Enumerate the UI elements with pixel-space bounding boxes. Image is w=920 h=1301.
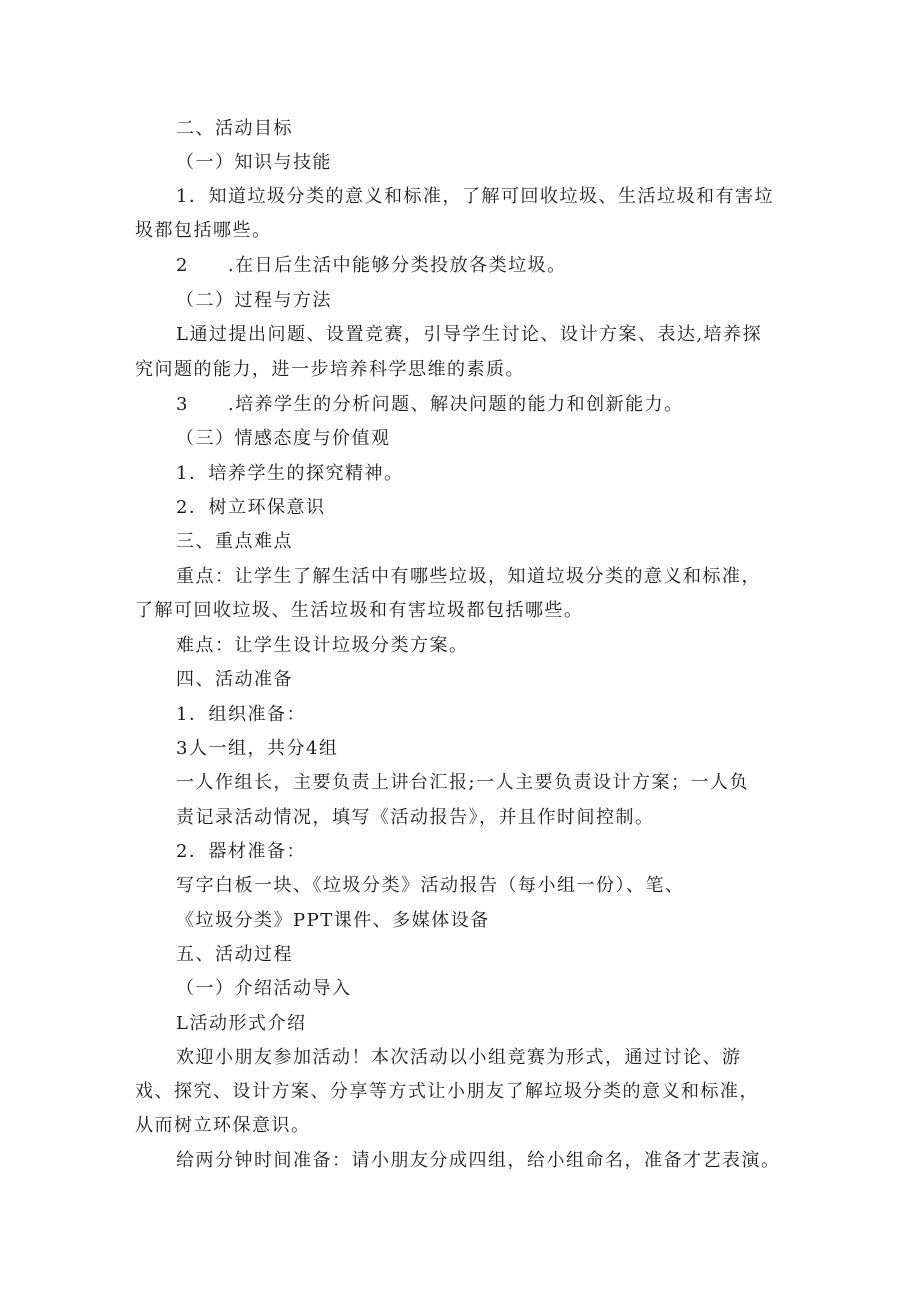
paragraph-line: 难点：让学生设计垃圾分类方案。 <box>176 635 469 656</box>
paragraph-line: 圾都包括哪些。 <box>135 220 272 241</box>
heading-activity-prep: 四、活动准备 <box>176 669 293 690</box>
paragraph-line: 责记录活动情况，填写《活动报告》，并且作时间控制。 <box>176 807 655 828</box>
list-item: 2．器材准备： <box>176 841 306 862</box>
heading-key-difficulties: 三、重点难点 <box>176 531 293 552</box>
paragraph-line: 《垃圾分类》PPT课件、多媒体设备 <box>176 910 490 931</box>
list-item: 1．组织准备： <box>176 704 306 725</box>
paragraph-line: 1．知道垃圾分类的意义和标准，了解可回收垃圾、生活垃圾和有害垃 <box>176 186 774 207</box>
paragraph-line: 重点：让学生了解生活中有哪些垃圾，知道垃圾分类的意义和标准， <box>176 566 761 587</box>
paragraph-line: 了解可回收垃圾、生活垃圾和有害垃圾都包括哪些。 <box>135 600 584 621</box>
list-item: 2．树立环保意识 <box>176 497 326 518</box>
list-item: 3 .培养学生的分析问题、解决问题的能力和创新能力。 <box>176 394 684 415</box>
list-item: 1．培养学生的探究精神。 <box>176 463 404 484</box>
paragraph-line: 戏、探究、设计方案、分享等方式让小朋友了解垃圾分类的意义和标准， <box>135 1081 759 1102</box>
paragraph-line: 欢迎小朋友参加活动！本次活动以小组竞赛为形式，通过讨论、游 <box>176 1047 742 1068</box>
list-item: L活动形式介绍 <box>176 1013 307 1034</box>
paragraph-line: 给两分钟时间准备：请小朋友分成四组，给小组命名，准备才艺表演。 <box>176 1150 781 1171</box>
paragraph-line: 写字白板一块、《垃圾分类》活动报告（每小组一份）、笔、 <box>176 875 685 896</box>
subheading-process-method: （二）过程与方法 <box>176 290 332 311</box>
paragraph-line: 从而树立环保意识。 <box>135 1115 311 1136</box>
paragraph-line: 3人一组，共分4组 <box>176 738 339 759</box>
heading-activity-process: 五、活动过程 <box>176 944 293 965</box>
list-item: 2 .在日后生活中能够分类投放各类垃圾。 <box>176 255 567 276</box>
paragraph-line: 究问题的能力，进一步培养科学思维的素质。 <box>135 359 525 380</box>
subheading-emotion-attitude: （三）情感态度与价值观 <box>176 428 391 449</box>
heading-activity-goals: 二、活动目标 <box>176 118 293 139</box>
subheading-knowledge-skills: （一）知识与技能 <box>176 152 332 173</box>
subheading-intro: （一）介绍活动导入 <box>176 978 352 999</box>
paragraph-line: 一人作组长，主要负责上讲台汇报;一人主要负责设计方案；一人负 <box>176 772 750 793</box>
paragraph-line: L通过提出问题、设置竞赛，引导学生讨论、设计方案、表达,培养探 <box>176 324 763 345</box>
